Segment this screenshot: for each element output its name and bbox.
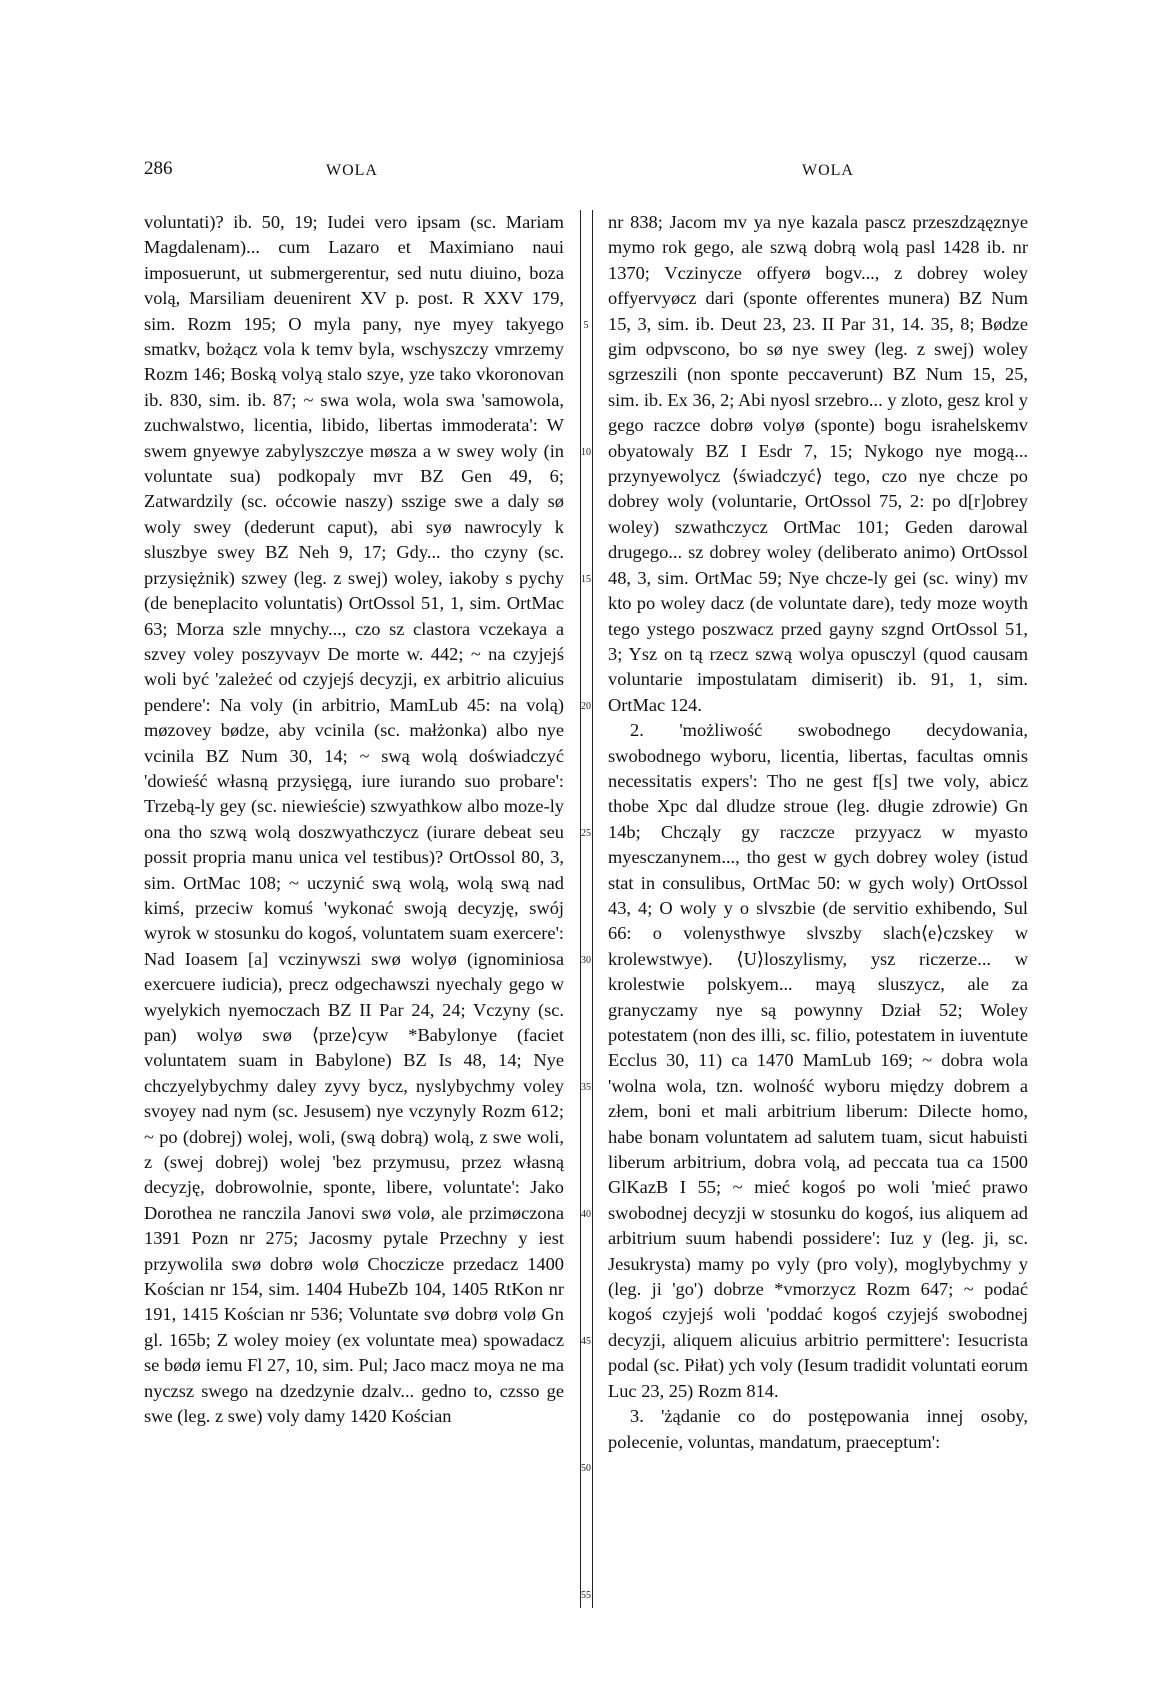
line-number: 45 [581,1336,591,1347]
column-divider-right [592,210,593,1608]
line-number: 25 [581,828,591,839]
right-column-text-1: nr 838; Jacom mv ya nye kazala pascz przeszdząęznye mymo rok gego, ale szwą dobrą wolą pasl 1428 ib. nr 1370; Vczinycze offyerø bogv..., z dobrey woley offyervyøcz dari (sponte offerentes munera) BZ Num 15, 3, sim. ib. Deut 23, 23. II Par 31, 14. 35, 8; Bødze gim odpvscono, bo sø nye swey (leg. z swej) woley sgrzeszili (non sponte peccaverunt) BZ Num 15, 25, sim. ib. Ex 36, 2; Abi nyosl srzebro... y zloto, gesz krol y gego raczce dobrø volyø (sponte) bogu israhelskemv obyatowaly BZ I Esdr 7, 15; Nykogo nye mogą... przynyewolycz ⟨świadczyć⟩ tego, czo nye chcze po dobrey woly (voluntarie, OrtOssol 75, 2: po d[r]obrey woley) szwathczycz OrtMac 101; Geden darowal drugego... sz dobrey woley (deliberato animo) OrtOssol 48, 3, sim. OrtMac 59; Nye chcze-ly gei (sc. winy) mv kto po woley dacz (de voluntate dare), tedy moze woyth tego ystego poszwacz przed gayny szgnd OrtOssol 51, 3; Ysz on tą rzecz szwą wolya opusczyl (quod causam voluntarie impostulatam dimiserit) ib. 91, 1, sim. OrtMac 124. [608,212,1028,715]
running-head-right: WOLA [802,162,854,179]
sense-2-paragraph: 2. 'możliwość swobodnego decydowania, swobodnego wyboru, licentia, libertas, facultas omnis necessitatis expers': Tho ne gest f[s] twe voly, abicz thobe Xpc dal dludze stroue (leg. długie zdrowie) Gn 14b; Chcząly gy raczcze przyyacz w myasto myesczanynem..., tho gest w gych dobrey woley (istud stat in consulibus, OrtMac 50: w gych woly) OrtOssol 43, 4; O woly y o slvszbie (de servitio exhibendo, Sul 66: o volenysthwye slvszby slach⟨e⟩czskey w krolewstwye). ⟨U⟩loszylismy, ysz riczerze... w krolestwie polskyem... mayą sluszycz, ale za granyczamy nye są powynny Dział 52; Woley potestatem (non des illi, sc. filio, potestatem in iuventute Ecclus 30, 11) ca 1470 MamLub 169; ~ dobra wola 'wolna wola, tzn. wolność wyboru między dobrem a złem, boni et mali arbitrium liberum: Dilecte homo, habe bonam voluntatem ad salutem tuam, sicut habuisti liberum arbitrium, dobra volą, ad peccata tua ca 1500 GlKazB I 55; ~ mieć kogoś po woli 'mieć prawo swobodnej decyzji w stosunku do kogoś, ius aliquem ad arbitrium suum habendi possidere': Iuz y (leg. ji, sc. Jesukrysta) mamy po vyly (pro voly), moglybychmy y (leg. ji 'go') dobrze *vmorzycz Rozm 647; ~ podać kogoś czyjejś woli 'poddać kogoś czyjejś swobodnej decyzji, aliquem alicuius arbitrio permittere': Iesucrista podal (sc. Piłat) ych voly (Iesum tradidit voluntati eorum Luc 23, 25) Rozm 814. [608,720,1028,1401]
column-divider-left [580,210,581,1608]
left-column-text: voluntati)? ib. 50, 19; Iudei vero ipsam (sc. Mariam Magdalenam)... cum Lazaro et Maximiano naui imposuerunt, ut submergerentur, sed nutu diuino, boza volą, Marsiliam deuenirent XV p. post. R XXV 179, sim. Rozm 195; O myla pany, nye myey takyego smatkv, bożącz vola k temv byla, wschyszczy vmrzemy Rozm 146; Boską volyą stalo szye, yze tako vkoronovan ib. 830, sim. ib. 87; ~ swa wola, wola swa 'samowola, zuchwalstwo, licentia, libido, libertas immoderata': W swem gnyewye zabylyszczye møsza a w swey woly (in voluntate sua) podkopaly mvr BZ Gen 49, 6; Zatwardzily (sc. oćcowie naszy) sszige swe a daly sø woly swey (dederunt caput), abi syø nawrocyly k sluszbye swey BZ Neh 9, 17; Gdy... tho czyny (sc. przysiężnik) szwey (leg. z swej) woley, iakoby s pychy (de beneplacito voluntatis) OrtOssol 51, 1, sim. OrtMac 63; Morza szle mnychy..., czo sz clastora vczekaya a szvey voley poszyvayv De morte w. 442; ~ na czyjejś woli być 'zależeć od czyjejś decyzji, ex arbitrio alicuius pendere': Na voly (in arbitrio, MamLub 45: na volą) møzovey bødze, aby vcinila (sc. małżonka) albo nye vcinila BZ Num 30, 14; ~ swą wolą doświadczyć 'dowieść własną przysięgą, iure iurando suo probare': Trzebą-ly gey (sc. niewieście) szwyathkow albo moze-ly ona tho szwą wolą doszwyathczycz (iurare debeat seu possit propria manu unica vel testibus)? OrtOssol 80, 3, sim. OrtMac 108; ~ uczynić swą wolą, wolą swą nad kimś, przeciw komuś 'wykonać swoją decyzję, swój wyrok w stosunku do kogoś, voluntatem suam exercere': Nad Ioasem [a] vczinywszi swø wolyø (ignominiosa exercuere iudicia), precz odgechawszi nyechaly gego w wyelykich nyemoczach BZ II Par 24, 24; Vczyny (sc. pan) wolyø swø ⟨prze⟩cyw *Babylonye (faciet voluntatem suam in Babylone) BZ Is 48, 14; Nye chczyelybychmy daley zyvy bycz, nyslybychmy voley svoyey nad nym (sc. Jesusem) nye vczynyly Rozm 612; ~ po (dobrej) wolej, woli, (swą dobrą) wolą, z swe woli, z (swej dobrej) wolej 'bez przymusu, przez własną decyzję, dobrowolnie, sponte, libere, voluntate': Jako Dorothea ne ranczila Janovi swø volø, ale przimøczona 1391 Pozn nr 275; Jacosmy pytale Przechny y iest przywolila swø dobrø wolø Choczicze przedacz 1400 Kościan nr 154, sim. 1404 HubeZb 104, 1405 RtKon nr 191, 1415 Kościan nr 536; Voluntate svø dobrø volø Gn gl. 165b; Z woley moiey (ex voluntate mea) spowadacz se bødø iemu Fl 27, 10, sim. Pul; Jaco macz moya ne ma nyczsz swego na dzedzynie dzalv... gedno to, czsso ge swe (leg. z swe) voly damy 1420 Kościan [144,212,564,1427]
line-number: 20 [581,701,591,712]
line-number: 10 [581,447,591,458]
line-number: 30 [581,955,591,966]
running-head-left: WOLA [326,162,378,179]
line-number: 5 [583,320,589,331]
sense-3-paragraph: 3. 'żądanie co do postępowania innej osoby, polecenie, voluntas, mandatum, praeceptum': [608,1406,1028,1452]
line-number: 40 [581,1209,591,1220]
left-column [144,210,564,1430]
page-number: 286 [144,158,173,179]
line-number: 35 [581,1082,591,1093]
line-number: 50 [581,1463,591,1474]
line-number: 15 [581,574,591,585]
right-column [608,210,1028,1455]
line-number: 55 [581,1590,591,1601]
